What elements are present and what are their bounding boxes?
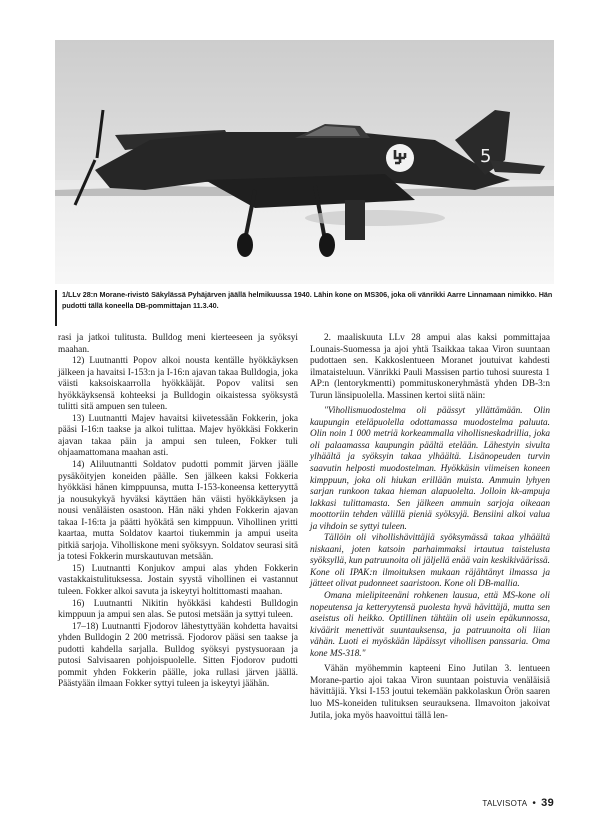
photo-caption: 1/LLv 28:n Morane-rivistö Säkylässä Pyhäjärven jäällä helmikuussa 1940. Lähin kone on MS306, joka oli vänrikki Aarre Linnamaan nimikko. Hän pudotti tällä koneella DB-pommittajan 11.3.40. <box>55 290 554 326</box>
right-text-column <box>310 333 550 722</box>
quote-paragraph: Omana mielipiteenäni rohkenen lausua, että MS-kone oli nopeutensa ja ketteryytensä puolesta hyvä hävittäjä, mutta sen aseistus oli heikko. Optillinen tähtäin oli usein epäkunnossa, kiväärit menettivät suuntauksensa, ja patruunoita oli liian vähän. Luoti ei myöskään läpäissyt vihollisen panssaria. Oma kone MS-318." <box>310 591 550 659</box>
paragraph: rasi ja jatkoi tulitusta. Bulldog meni kierteeseen ja syöksyi maahan. <box>58 333 298 355</box>
left-text-column <box>58 333 298 691</box>
page-footer <box>482 797 554 809</box>
paragraph: Vähän myöhemmin kapteeni Eino Jutilan 3. lentueen Morane-partio ajoi takaa Viron suuntaan poistuvia venäläisiä hävittäjiä. Yksi I-153 joutui tekemään pakkolaskun Örön saaren luo MS-koneiden tulituksen seurauksena. Ilmavoiton jakoivat Jutila, joka myös haavoittui tällä len- <box>310 664 550 721</box>
paragraph: 16) Luutnantti Nikitin hyökkäsi kahdesti Bulldogin kimppuun ja ampui sen alas. Se putosi metsään ja syttyi tuleen. <box>58 598 298 621</box>
tail-number: 5 <box>480 146 492 167</box>
photo-graphic <box>55 40 554 284</box>
quote-paragraph: Tällöin oli vihollishävittäjiä syöksymässä takaa ylhäältä niskaani, joten katsoin parhaimmaksi irtautua taistelusta syöksyllä, kun patruunoita oli jäljellä enää vain keskikiväärissä. Kone oli IPAK:n ilmoituksen mukaan räjähtänyt ilmassa ja jätteet olivat pudonneet saaristoon. Kone oli DB-mallia. <box>310 533 550 590</box>
page-number: 39 <box>541 797 554 809</box>
paragraph: 13) Luutnantti Majev havaitsi kiivetessään Fokkerin, joka pääsi I-16:n taakse ja alkoi tulittaa. Majev hyökkäsi Fokkerin ajavan takaa päin ja ampui sen tuleen, Fokker tuli ohjaamattomana maahan asti. <box>58 413 298 459</box>
paragraph: 17–18) Luutnantti Fjodorov lähestyttyään kohdetta havaitsi yhden Bulldogin 2 200 metrissä. Fjodorov pääsi sen taakse ja pudotti kahdella sarjalla. Bulldog syöksyi pystysuoraan ja putosi Salvisaaren pohjoispuolelle. Sitten Fjodorov pudotti pommit yhden Fokkerin päälle, joka rullasi järven jäällä. Päästyään ilmaan Fokker syttyi tuleen ja iskeytyi jäähän. <box>58 621 298 690</box>
paragraph: 14) Aliluutnantti Soldatov pudotti pommit järven jäälle pysäköityjen koneiden päälle. Sen jälkeen kaksi Fokkeria hyökkäsi hänen kimppuunsa, mutta I-153-koneensa ketteryyttä ja nousukykyä hyväksi käyttäen hän väisti hyökkäyksen ja nousi venäläisten osastoon. Hän näki yhden Fokkerin ajavan takaa I-16:ta ja päätti hyökätä sen kimppuun. Vihollinen yritti kaartaa, mutta Soldatov kaartoi tiukemmin ja ampui useita pitkiä sarjoja. Viholliskone meni syöksyyn. Soldatov seurasi sitä ja totesi Fokkerin murskautuvan metsään. <box>58 460 298 563</box>
footer-separator: • <box>532 797 537 809</box>
paragraph: 15) Luutnantti Konjukov ampui alas yhden Fokkerin vastakkaistulituksessa. Jostain syystä vihollinen ei vastannut tuleen. Fokker alkoi savuta ja iskeytyi holtittomasti maahan. <box>58 563 298 598</box>
aircraft-photo <box>55 40 554 284</box>
paragraph: 12) Luutnantti Popov alkoi nousta kentälle hyökkäyksen jälkeen ja havaitsi I-153:n ja I-16:n ajavan takaa Bulldogia, joka väisti kaksoiskaarrolla hyökkääjät. Popov valitsi sen hyökkäyksensä kohteeksi ja Bulldogin oikaistessa syöksystä tulitti sitä ampuen sen tuleen. <box>58 356 298 413</box>
paragraph: 2. maaliskuuta LLv 28 ampui alas kaksi pommittajaa Lounais-Suomessa ja ajoi yhtä Tsaikkaa takaa Viron suuntaan pudottaen sen. Kakkoslentueen Moranet joutuivat kahdesti ilmataisteluun. Vänrikki Pauli Massisen partio tuhosi suuresta 1 AP:n (lentorykmentti) pommituskoneryhmästä yhden DB-3:n Turun länsipuolella. Massinen kertoi siitä näin: <box>310 333 550 401</box>
finnish-swastika-roundel <box>386 144 414 172</box>
quote-paragraph: "Vihollismuodostelma oli päässyt yllättämään. Olin kaupungin eteläpuolella odottamassa muodostelma paluuta. Olin noin 1 000 metriä korkeammalla vihollisneskadrillia, joka oli palaamassa kaupungin päältä etelään. Lähestyin sivulta ylhäältä ja syöksyin takaa ylhäältä. Lisänopeuden turvin saavutin helposti muodostelman. Hyökkäsin viimeisen koneen kimppuun, joka oli hiukan erillään muista. Ammuin lyhyen sarjan runkoon takaa hieman alapuolelta. Jolloin kk-ampuja lakkasi tulittamasta. Sen jälkeen ammuin sarjoja oikeaan moottoriin tehden välillä pieniä syöksyjä. Bensiini alkoi valua ja vihdoin se syttyi tuleen. <box>310 406 550 532</box>
section-name: TALVISOTA <box>482 798 528 808</box>
